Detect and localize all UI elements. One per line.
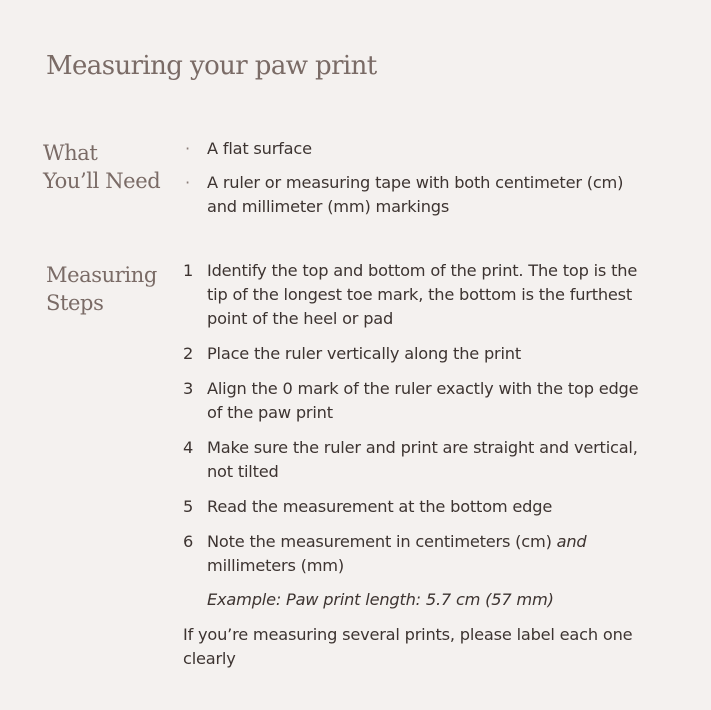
need-text: A ruler or measuring tape with both centimeter (cm) and millimeter (mm) markings	[207, 173, 624, 216]
steps-list	[183, 259, 653, 578]
heading-line: Steps	[46, 291, 104, 315]
list-item	[183, 495, 653, 519]
step-text: Identify the top and bottom of the print. The top is the tip of the longest toe mark, the bottom is the furthest point of the heel or pad	[207, 261, 638, 328]
list-item	[183, 137, 653, 161]
measuring-steps-heading	[46, 261, 176, 317]
step-text-part: Note the measurement in centimeters (cm)	[207, 532, 557, 551]
what-youll-need-heading	[43, 139, 173, 195]
page-title: Measuring your paw print	[46, 51, 377, 81]
step-text-part: millimeters (mm)	[207, 556, 344, 575]
list-item	[183, 259, 653, 331]
step-number: 3	[183, 379, 194, 398]
heading-line: What	[43, 141, 98, 165]
step-text: Align the 0 mark of the ruler exactly with the top edge of the paw print	[207, 379, 639, 422]
need-text: A flat surface	[207, 139, 312, 158]
step-number: 6	[183, 532, 194, 551]
list-item	[183, 171, 653, 219]
step-number: 4	[183, 438, 194, 457]
step-text: Make sure the ruler and print are straight and vertical, not tilted	[207, 438, 638, 481]
step-number: 2	[183, 344, 194, 363]
heading-line: Measuring	[46, 263, 157, 287]
needs-list	[183, 137, 653, 219]
step-text: Place the ruler vertically along the print	[207, 344, 521, 363]
step-number: 5	[183, 497, 194, 516]
list-item	[183, 436, 653, 484]
heading-line: You’ll Need	[43, 169, 161, 193]
footnote: If you’re measuring several prints, please label each one clearly	[183, 625, 633, 668]
list-item	[183, 530, 653, 578]
step-text: Read the measurement at the bottom edge	[207, 497, 553, 516]
bullet-marker: ·	[185, 173, 190, 192]
bullet-marker: ·	[185, 139, 190, 158]
step-number: 1	[183, 261, 194, 280]
list-item	[183, 377, 653, 425]
step-text	[207, 532, 587, 575]
example-text: Example: Paw print length: 5.7 cm (57 mm)	[207, 590, 554, 609]
step-text-emphasis: and	[556, 532, 587, 551]
list-item	[183, 342, 653, 366]
